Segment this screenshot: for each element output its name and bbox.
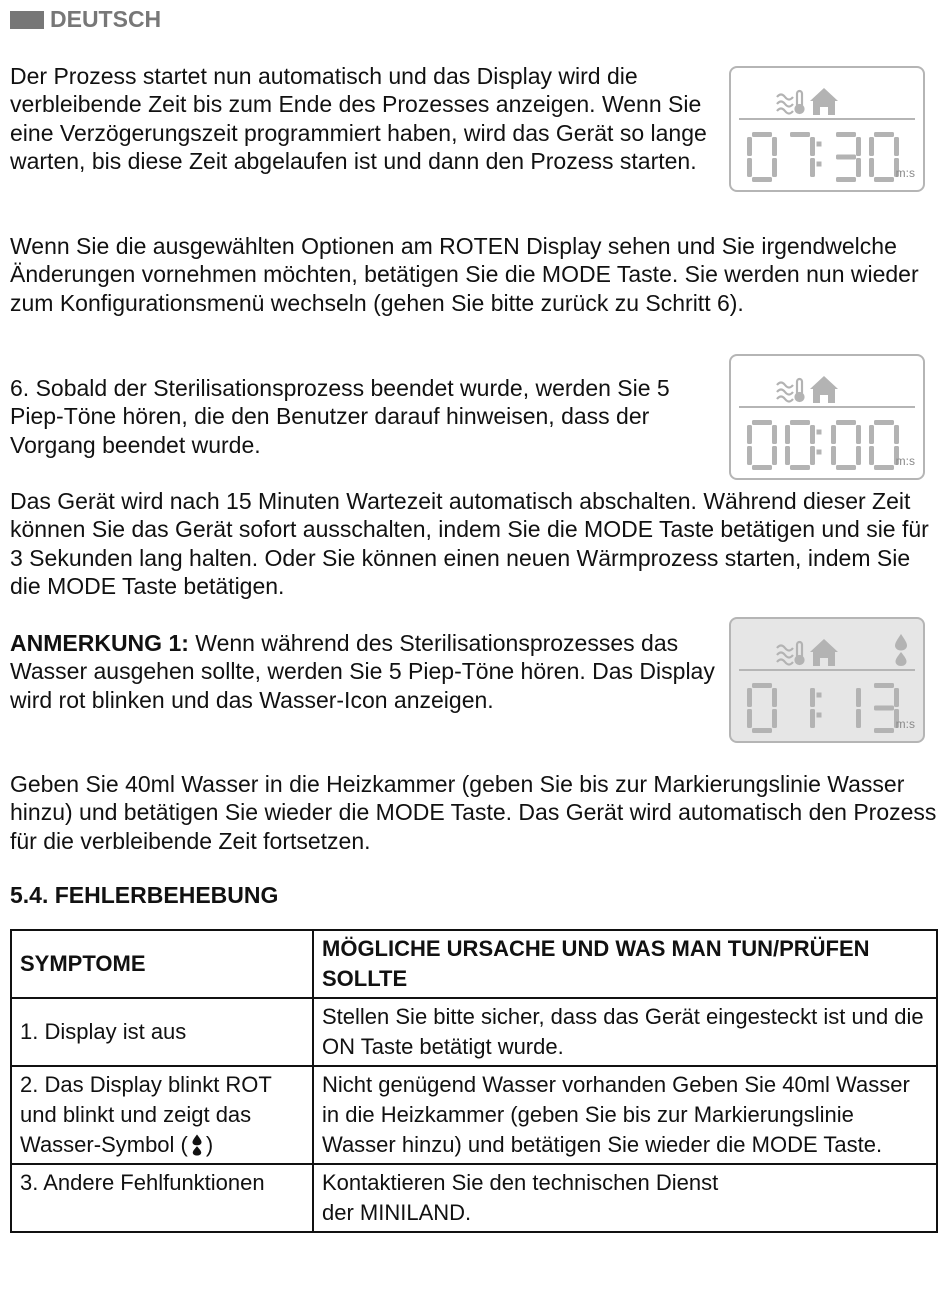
lcd-colon-dot (817, 162, 822, 167)
language-bar (10, 11, 44, 29)
lcd-segment (810, 158, 815, 177)
sterilize-icon (777, 642, 804, 665)
lcd-segment (869, 158, 874, 177)
lcd-colon-dot (817, 430, 822, 435)
lcd-digit-0 (747, 132, 777, 182)
display-divider (739, 669, 915, 671)
lcd-segment (874, 420, 894, 425)
lcd-segment (747, 158, 752, 177)
lcd-segment (869, 425, 874, 444)
paragraph-refill-water: Geben Sie 40ml Wasser in die Heizkammer (geben Sie bis zur Markierungslinie Wasser hinzu) und betätigen Sie wieder die MODE Taste. Das Gerät wird automatisch den Prozess für die verbleibende Zeit fortsetzen. (10, 771, 937, 854)
lcd-segment (747, 688, 752, 707)
lcd-segment (752, 728, 772, 733)
lcd-segment (894, 425, 899, 444)
table-header-row (11, 930, 937, 998)
lcd-segment (790, 420, 810, 425)
lcd-segment (752, 420, 772, 425)
lcd-segment (831, 446, 836, 465)
lcd-segment (810, 425, 815, 444)
sterilize-home-icons (773, 373, 843, 405)
paragraph-mode-change: Wenn Sie die ausgewählten Optionen am ROTEN Display sehen und Sie irgendwelche Änderungen vornehmen möchten, betätigen Sie die MODE Taste. Sie werden nun wieder zum Konfigurationsmenü wechseln (gehen Sie bitte zurück zu Schritt 6). (10, 233, 919, 316)
sterilize-home-icons (773, 85, 843, 117)
lcd-segment (856, 137, 861, 156)
lcd-segment (874, 132, 894, 137)
symptom-cell: 1. Display ist aus (11, 998, 313, 1066)
lcd-segment (747, 425, 752, 444)
lcd-segment (836, 177, 856, 182)
lcd-segment (874, 683, 894, 688)
header-symptoms: SYMPTOME (11, 930, 313, 998)
lcd-segment (772, 158, 777, 177)
cause-line-2: der MINILAND. (322, 1200, 472, 1225)
paragraph-sterilization-end: 6. Sobald der Sterilisationsprozess beendet wurde, werden Sie 5 Piep-Töne hören, die den Benutzer darauf hinweisen, dass der Vorgang beendet wurde. (10, 375, 670, 458)
lcd-segment (874, 465, 894, 470)
display-unit: m:s (895, 717, 915, 731)
lcd-segment (785, 425, 790, 444)
cause-cell (313, 1164, 937, 1232)
lcd-segment (752, 465, 772, 470)
language-header (10, 6, 161, 33)
lcd-segment (856, 158, 861, 177)
header-causes: MÖGLICHE URSACHE UND WAS MAN TUN/PRÜFEN SOLLTE (313, 930, 937, 998)
symptom-text-end: ) (205, 1132, 214, 1157)
home-icon (810, 376, 838, 403)
lcd-digit-0 (869, 420, 899, 470)
lcd-segment (831, 425, 836, 444)
lcd-segment (836, 155, 856, 160)
water-drop-icon (893, 633, 909, 667)
sterilize-home-icons (773, 636, 843, 668)
lcd-digit-1 (810, 688, 815, 728)
sterilize-icon (777, 91, 804, 114)
lcd-segment (772, 709, 777, 728)
lcd-display-remaining (729, 66, 925, 192)
lcd-segment (790, 132, 810, 137)
lcd-segment (856, 446, 861, 465)
table-row (11, 1164, 937, 1232)
lcd-digit-3 (836, 132, 861, 182)
lcd-digit-0 (747, 683, 777, 733)
lcd-segment (772, 137, 777, 156)
lcd-segment (836, 132, 856, 137)
sterilize-icon (777, 379, 804, 402)
lcd-segment (790, 465, 810, 470)
paragraph-note-1 (10, 629, 722, 714)
lcd-segment (810, 137, 815, 156)
lcd-segment (772, 425, 777, 444)
note-label: ANMERKUNG 1: (10, 630, 189, 656)
lcd-display-water-empty (729, 617, 925, 743)
lcd-digits (747, 681, 907, 735)
lcd-segment (836, 420, 856, 425)
water-drop-icon (191, 1134, 203, 1156)
lcd-segment (856, 688, 861, 707)
display-divider (739, 118, 915, 120)
lcd-segment (752, 132, 772, 137)
language-label: DEUTSCH (50, 6, 162, 32)
paragraph-process-start: Der Prozess startet nun automatisch und das Display wird die verbleibende Zeit bis zum Ende des Prozesses anzeigen. Wenn Sie eine Verzögerungszeit programmiert haben, wird das Gerät so lange warten, bis diese Zeit abgelaufen ist und dann den Prozess starten. (10, 63, 707, 174)
lcd-segment (894, 688, 899, 707)
lcd-segment (810, 446, 815, 465)
display-unit: m:s (895, 166, 915, 180)
lcd-segment (747, 137, 752, 156)
section-title-troubleshooting: 5.4. FEHLERBEHEBUNG (10, 882, 279, 908)
lcd-segment (894, 137, 899, 156)
lcd-segment (869, 446, 874, 465)
lcd-segment (874, 728, 894, 733)
lcd-segment (869, 137, 874, 156)
lcd-digit-0 (831, 420, 861, 470)
note-text: Wenn während des Sterilisationsprozesses das Wasser ausgehen sollte, werden Sie 5 Piep-Töne hören. Das Display wird rot blinken und das Wasser-Icon anzeigen. (10, 630, 715, 713)
lcd-digits (747, 130, 907, 184)
cause-cell: Nicht genügend Wasser vorhanden Geben Sie 40ml Wasser in die Heizkammer (geben Sie bis zur Markierungslinie Wasser hinzu) und betätigen Sie wieder die MODE Taste. (313, 1066, 937, 1164)
cause-line-1: Kontaktieren Sie den technischen Dienst (322, 1170, 719, 1195)
lcd-segment (836, 465, 856, 470)
lcd-segment (856, 709, 861, 728)
troubleshooting-table (10, 929, 938, 1233)
lcd-digit-7 (790, 132, 815, 177)
lcd-digit-1 (856, 688, 861, 728)
lcd-segment (874, 706, 894, 711)
display-unit: m:s (895, 454, 915, 468)
lcd-colon-dot (817, 693, 822, 698)
lcd-segment (785, 446, 790, 465)
lcd-digits (747, 418, 907, 472)
lcd-display-finished (729, 354, 925, 480)
lcd-segment (752, 177, 772, 182)
lcd-segment (747, 709, 752, 728)
symptom-cell: 3. Andere Fehlfunktionen (11, 1164, 313, 1232)
symptom-cell (11, 1066, 313, 1164)
lcd-digit-0 (869, 132, 899, 182)
lcd-segment (810, 688, 815, 707)
symptom-text: 2. Das Display blinkt ROT und blinkt und zeigt das Wasser-Symbol ( (20, 1072, 272, 1157)
lcd-segment (772, 446, 777, 465)
lcd-digit-0 (747, 420, 777, 470)
paragraph-auto-shutoff: Das Gerät wird nach 15 Minuten Wartezeit automatisch abschalten. Während dieser Zeit können Sie das Gerät sofort ausschalten, indem Sie die MODE Taste betätigen und sie für 3 Sekunden lang halten. Oder Sie können einen neuen Wärmprozess starten, indem Sie die MODE Taste betätigen. (10, 488, 929, 599)
lcd-colon-dot (817, 450, 822, 455)
display-divider (739, 406, 915, 408)
lcd-colon-dot (817, 713, 822, 718)
lcd-segment (856, 425, 861, 444)
table-row (11, 1066, 937, 1164)
lcd-segment (752, 683, 772, 688)
cause-cell: Stellen Sie bitte sicher, dass das Gerät eingesteckt ist und die ON Taste betätigt wurde. (313, 998, 937, 1066)
lcd-digit-0 (785, 420, 815, 470)
table-row (11, 998, 937, 1066)
lcd-segment (810, 709, 815, 728)
lcd-segment (772, 688, 777, 707)
lcd-segment (747, 446, 752, 465)
home-icon (810, 639, 838, 666)
lcd-segment (874, 177, 894, 182)
lcd-colon-dot (817, 142, 822, 147)
home-icon (810, 88, 838, 115)
